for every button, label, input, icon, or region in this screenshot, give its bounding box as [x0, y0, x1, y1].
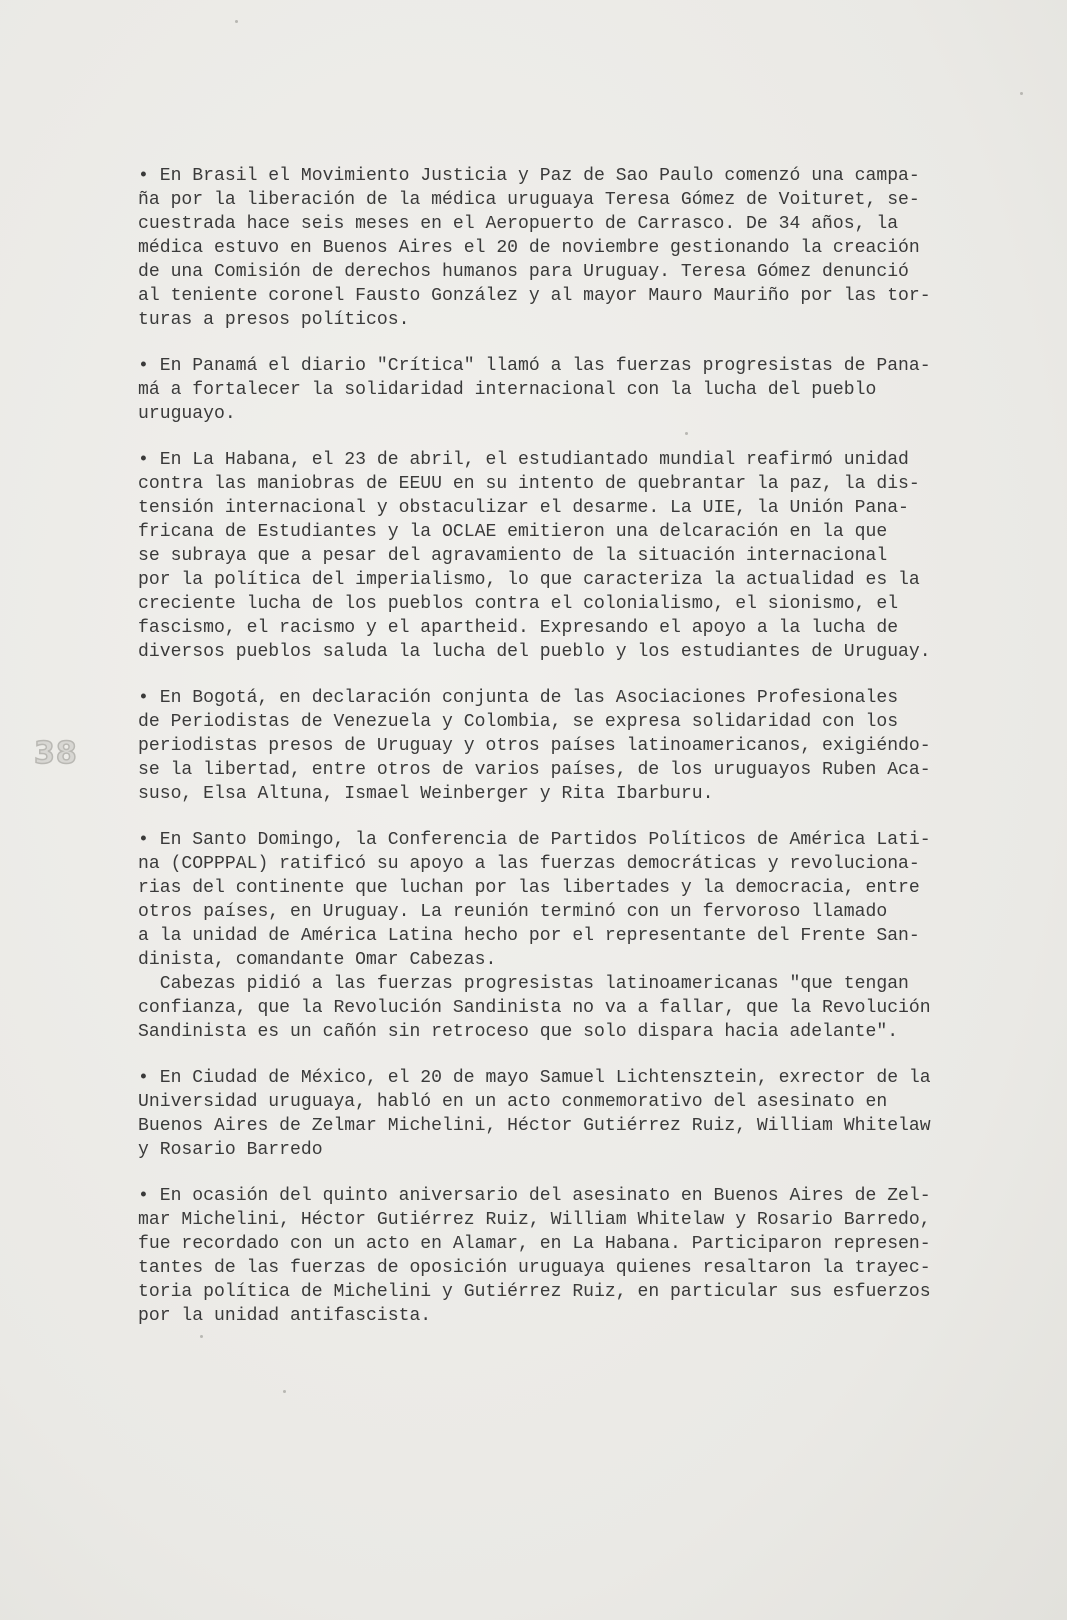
paper-speck [685, 432, 688, 435]
text-line: fascismo, el racismo y el apartheid. Expresando el apoyo a la lucha de [138, 618, 899, 638]
news-paragraph [138, 1184, 1028, 1328]
text-line: se subraya que a pesar del agravamiento de la situación internacional [138, 546, 888, 566]
text-line: toria política de Michelini y Gutiérrez Ruiz, en particular sus esfuerzos [138, 1282, 931, 1302]
text-line: diversos pueblos saluda la lucha del pueblo y los estudiantes de Uruguay. [138, 642, 931, 662]
text-line: contra las maniobras de EEUU en su intento de quebrantar la paz, la dis- [138, 474, 920, 494]
news-paragraph [138, 354, 1028, 426]
text-line: tantes de las fuerzas de oposición uruguaya quienes resaltaron la trayec- [138, 1258, 931, 1278]
page-number: 38 [34, 736, 78, 771]
news-paragraph [138, 828, 1028, 1044]
text-line: Sandinista es un cañón sin retroceso que solo dispara hacia adelante". [138, 1022, 899, 1042]
text-line: de Periodistas de Venezuela y Colombia, se expresa solidaridad con los [138, 712, 899, 732]
text-line: mar Michelini, Héctor Gutiérrez Ruiz, William Whitelaw y Rosario Barredo, [138, 1210, 931, 1230]
text-line: • En La Habana, el 23 de abril, el estudiantado mundial reafirmó unidad [138, 450, 909, 470]
news-paragraph [138, 164, 1028, 332]
paper-speck [283, 1390, 286, 1393]
text-line: rias del continente que luchan por las libertades y la democracia, entre [138, 878, 920, 898]
news-paragraph [138, 686, 1028, 806]
text-line: otros países, en Uruguay. La reunión terminó con un fervoroso llamado [138, 902, 888, 922]
text-line: turas a presos políticos. [138, 310, 410, 330]
text-line: y Rosario Barredo [138, 1140, 323, 1160]
text-line: má a fortalecer la solidaridad internacional con la lucha del pueblo [138, 380, 877, 400]
text-line: • En Ciudad de México, el 20 de mayo Samuel Lichtensztein, exrector de la [138, 1068, 931, 1088]
text-line: Buenos Aires de Zelmar Michelini, Héctor Gutiérrez Ruiz, William Whitelaw [138, 1116, 931, 1136]
text-line: cuestrada hace seis meses en el Aeropuerto de Carrasco. De 34 años, la [138, 214, 899, 234]
text-line: Universidad uruguaya, habló en un acto conmemorativo del asesinato en [138, 1092, 888, 1112]
text-line: confianza, que la Revolución Sandinista no va a fallar, que la Revolución [138, 998, 931, 1018]
text-line: • En ocasión del quinto aniversario del asesinato en Buenos Aires de Zel- [138, 1186, 931, 1206]
text-line: • En Bogotá, en declaración conjunta de las Asociaciones Profesionales [138, 688, 899, 708]
text-line: médica estuvo en Buenos Aires el 20 de noviembre gestionando la creación [138, 238, 920, 258]
text-line: tensión internacional y obstaculizar el desarme. La UIE, la Unión Pana- [138, 498, 909, 518]
body-text [138, 164, 1028, 1350]
text-line: • En Santo Domingo, la Conferencia de Partidos Políticos de América Lati- [138, 830, 931, 850]
news-paragraph [138, 1066, 1028, 1162]
text-line: uruguayo. [138, 404, 236, 424]
text-line: por la política del imperialismo, lo que caracteriza la actualidad es la [138, 570, 920, 590]
text-line: se la libertad, entre otros de varios países, de los uruguayos Ruben Aca- [138, 760, 931, 780]
news-paragraph [138, 448, 1028, 664]
text-line: ña por la liberación de la médica uruguaya Teresa Gómez de Voituret, se- [138, 190, 920, 210]
text-line: a la unidad de América Latina hecho por el representante del Frente San- [138, 926, 920, 946]
text-line: fue recordado con un acto en Alamar, en La Habana. Participaron represen- [138, 1234, 931, 1254]
text-line: de una Comisión de derechos humanos para Uruguay. Teresa Gómez denunció [138, 262, 909, 282]
text-line: fricana de Estudiantes y la OCLAE emitieron una delcaración en la que [138, 522, 888, 542]
text-line: por la unidad antifascista. [138, 1306, 432, 1326]
text-line: creciente lucha de los pueblos contra el colonialismo, el sionismo, el [138, 594, 899, 614]
text-line: al teniente coronel Fausto González y al mayor Mauro Mauriño por las tor- [138, 286, 931, 306]
text-line: dinista, comandante Omar Cabezas. [138, 950, 497, 970]
paper-speck [200, 1335, 203, 1338]
text-line: Cabezas pidió a las fuerzas progresistas latinoamericanas "que tengan [138, 974, 909, 994]
text-line: na (COPPPAL) ratificó su apoyo a las fuerzas democráticas y revoluciona- [138, 854, 920, 874]
text-line: periodistas presos de Uruguay y otros países latinoamericanos, exigiéndo- [138, 736, 931, 756]
text-line: • En Brasil el Movimiento Justicia y Paz de Sao Paulo comenzó una campa- [138, 166, 920, 186]
paper-speck [235, 20, 238, 23]
text-line: suso, Elsa Altuna, Ismael Weinberger y Rita Ibarburu. [138, 784, 714, 804]
text-line: • En Panamá el diario "Crítica" llamó a las fuerzas progresistas de Pana- [138, 356, 931, 376]
paper-speck [1020, 92, 1023, 95]
